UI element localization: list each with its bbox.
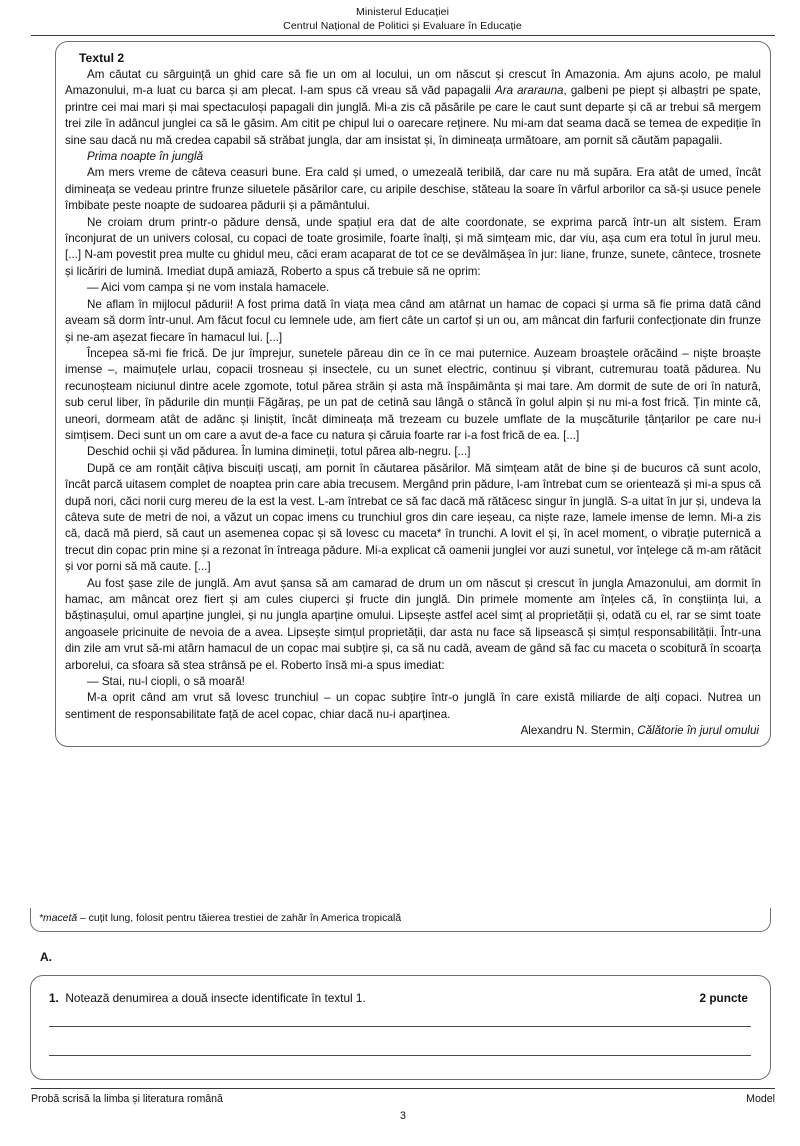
- passage-dialogue-line: — Aici vom campa și ne vom instala hamacele.: [87, 281, 330, 295]
- footnote-definition: – cuțit lung, folosit pentru tăierea trestiei de zahăr în America tropicală: [77, 913, 402, 924]
- footnote-term: *macetă: [39, 913, 78, 924]
- question-number: 1.: [49, 991, 59, 1005]
- question-container: [30, 975, 771, 1080]
- question-points-badge: 2 puncte: [699, 991, 748, 1005]
- passage-paragraph: Începea să-mi fie frică. De jur împrejur, sunetele păreau din ce în ce mai puternice. Auzeam broaștele orăcăind – niște broaște imense –, maimuțele urlau, copacii trosneau și insectele, cu un sunet electric, continuu și vibrant, cutremurau toată pădurea. Nu recunoșteam niciunul dintre acele zgomote, totul părea străin și asta mă înspăimânta și mai tare. Am dormit de sute de ori în natură, sub cerul liber, în pădurile din munții Făgăraș, pe un pat de cetină sau lângă o stâncă în golul alpin și nu mi-a fost frică. Țin minte că, uneori, dormeam atât de adânc și liniștit, încât dimineața mă trezeam cu buzele umflate de la mușcăturile țânțarilor pe care nu-i simțisem. Deci sunt un om care a avut de-a face cu natura și căruia foarte rar i-a fost frică de ea. [...]: [65, 346, 761, 442]
- header-divider: [31, 35, 775, 36]
- passage-paragraph: M-a oprit când am vrut să lovesc trunchiul – un copac subțire într-o junglă în care există miliarde de alți copaci. Nutrea un sentiment de responsabilitate față de acel copac, chiar dacă nu-i aparținea.: [65, 691, 761, 721]
- passage-paragraph: Am căutat cu sârguință un ghid care să fie un om al locului, un om născut și crescut în Amazonia. Am ajuns acolo, pe malul Amazonului, m-a luat cu barca și am plecat. I-am spus că vreau să văd papagalii Ara ararauna, galbeni pe piept și albaștri pe spate, printre cei mai mari și mai spectaculoși papagali din junglă. Mi-a zis că păsările pe care le caut sunt departe și că ar trebui să mergem trei zile în adâncul junglei ca să le găsim. Am citit pe chipul lui o oarecare reținere. Nu mi-am dat seama dacă se temea de expediție în sine sau dacă nu mă credea capabil să străbat jungla, dar am insistat și, în dimineața următoare, am pornit să căutăm papagalii.: [65, 68, 762, 147]
- question-prompt: [49, 990, 366, 1006]
- answer-area[interactable]: [49, 1026, 751, 1084]
- question-header-row: [31, 976, 770, 1006]
- attribution-author: Alexandru N. Stermin,: [520, 724, 638, 738]
- header-center: Centrul Național de Politici și Evaluare în Educație: [283, 20, 522, 32]
- attribution-work-title: Călătorie în jurul omului: [637, 724, 759, 738]
- footer-divider: [31, 1088, 775, 1089]
- passage-paragraph: Au fost șase zile de junglă. Am avut șansa să am camarad de drum un om născut și crescut în jungla Amazonului, am dormit în hamac, am mâncat orez fiert și am cules ciuperci și fructe din junglă. Din primele momente am înțeles că, în conștiința lui, a băștinașului, omul aparține junglei, și nu jungla aparține omului. Lipsește astfel acel simț al proprietății și, odată cu el, rar se simt toate angoasele pricinuite de nevoia de a avea. Lipsește simțul proprietății, dar asta nu face să lipsească și simțul responsabilității. Într-una din zile am vrut să-mi atârn hamacul de un copac mai subțire și, ca să nu cadă, aveam de gând să fac cu maceta o scobitură în scoarța arborelui, ca sfoara să stea strânsă pe el. Roberto însă mi-a spus imediat:: [65, 576, 761, 672]
- footer-exam-label: Probă scrisă la limba și literatura română: [31, 1093, 223, 1105]
- species-name: Ara ararauna: [494, 84, 564, 98]
- page-number: 3: [400, 1110, 406, 1122]
- footnote-container: [30, 908, 771, 932]
- passage-subheading: Prima noapte în junglă: [87, 150, 204, 164]
- footer-model-label: Model: [746, 1093, 775, 1105]
- answer-line[interactable]: [49, 1026, 751, 1027]
- passage-paragraph: Am mers vreme de câteva ceasuri bune. Era cald și umed, o umezeală teribilă, dar care nu mă supăra. Era atât de umed, încât dimineața se vedeau printre frunze siluetele păsărilor care, cu aripile deschise, stăteau la soare în vârful arborilor ca să-și usuce penele îmbibate peste noapte de sudoarea pădurii și a pământului.: [65, 166, 761, 213]
- footnote-text: [39, 912, 762, 926]
- passage-dialogue-line: — Stai, nu-l ciopli, o să moară!: [87, 675, 245, 689]
- passage-paragraph: Deschid ochii și văd pădurea. În lumina dimineții, totul părea alb-negru. [...]: [87, 445, 471, 459]
- answer-line[interactable]: [49, 1055, 751, 1056]
- header-ministry: Ministerul Educației: [355, 6, 450, 18]
- passage-paragraph: Ne croiam drum printr-o pădure densă, unde spațiul era dat de alte coordonate, se exprima parcă într-un alt sistem. Eram înconjurat de un univers colosal, cu copaci de toate grosimile, foarte înalți, și mă simțeam mic, dar viu, așa cum era totul în jurul meu. [...] N-am povestit prea multe cu ghidul meu, căci eram acaparat de tot ce se devălmășea în jur: liane, frunze, sunete, cântece, trosnete și licăriri de lumină. Imediat după amiază, Roberto a spus că trebuie să ne oprim:: [65, 215, 761, 278]
- passage-title: Textul 2: [79, 51, 125, 65]
- document-header: [30, 5, 775, 33]
- document-footer: [31, 1092, 775, 1106]
- question-body: Notează denumirea a două insecte identificate în textul 1.: [65, 991, 366, 1005]
- passage-paragraph: Ne aflam în mijlocul pădurii! A fost prima dată în viața mea când am atârnat un hamac de copaci și urma să fie prima dată când aveam să dorm într-unul. Am făcut focul cu lemnele ude, am fiert câte un cartof și un ou, am mâncat din farfurii confecționate din frunze și ne-am așezat fiecare în hamacul lui. [...]: [65, 297, 761, 344]
- passage-paragraph: După ce am ronțăit câțiva biscuiți uscați, am pornit în căutarea păsărilor. Mă simțeam atât de bine și de bucuros că sunt acolo, încât parcă uitasem complet de noaptea prin care abia trecusem. Mergând prin pădure, l-am întrebat cum se orientează și mi-a spus că după nori, căci norii curg mereu de la est la vest. L-am întrebat ce să fac dacă mă rătăcesc singur în junglă. S-a uitat în jur și, undeva la câteva sute de metri de noi, a văzut un copac imens cu trunchiul gros din care ieșeau, ca niște raze, lamele imense de lemn. Mi-a zis că, dacă mă pierd, să caut un asemenea copac și să lovesc cu maceta* în trunchi. A lovit el și, în acel moment, o vibrație puternică a trecut din copac prin mine și a rezonat în întreaga pădure. Mi-a explicat că oamenii junglei vor auzi sunetul, vor înțelege că m-am rătăcit și vor porni să mă caute. [...]: [65, 461, 761, 574]
- passage-container: [55, 41, 771, 747]
- section-letter-a: A.: [40, 950, 52, 964]
- passage-attribution: [65, 723, 761, 739]
